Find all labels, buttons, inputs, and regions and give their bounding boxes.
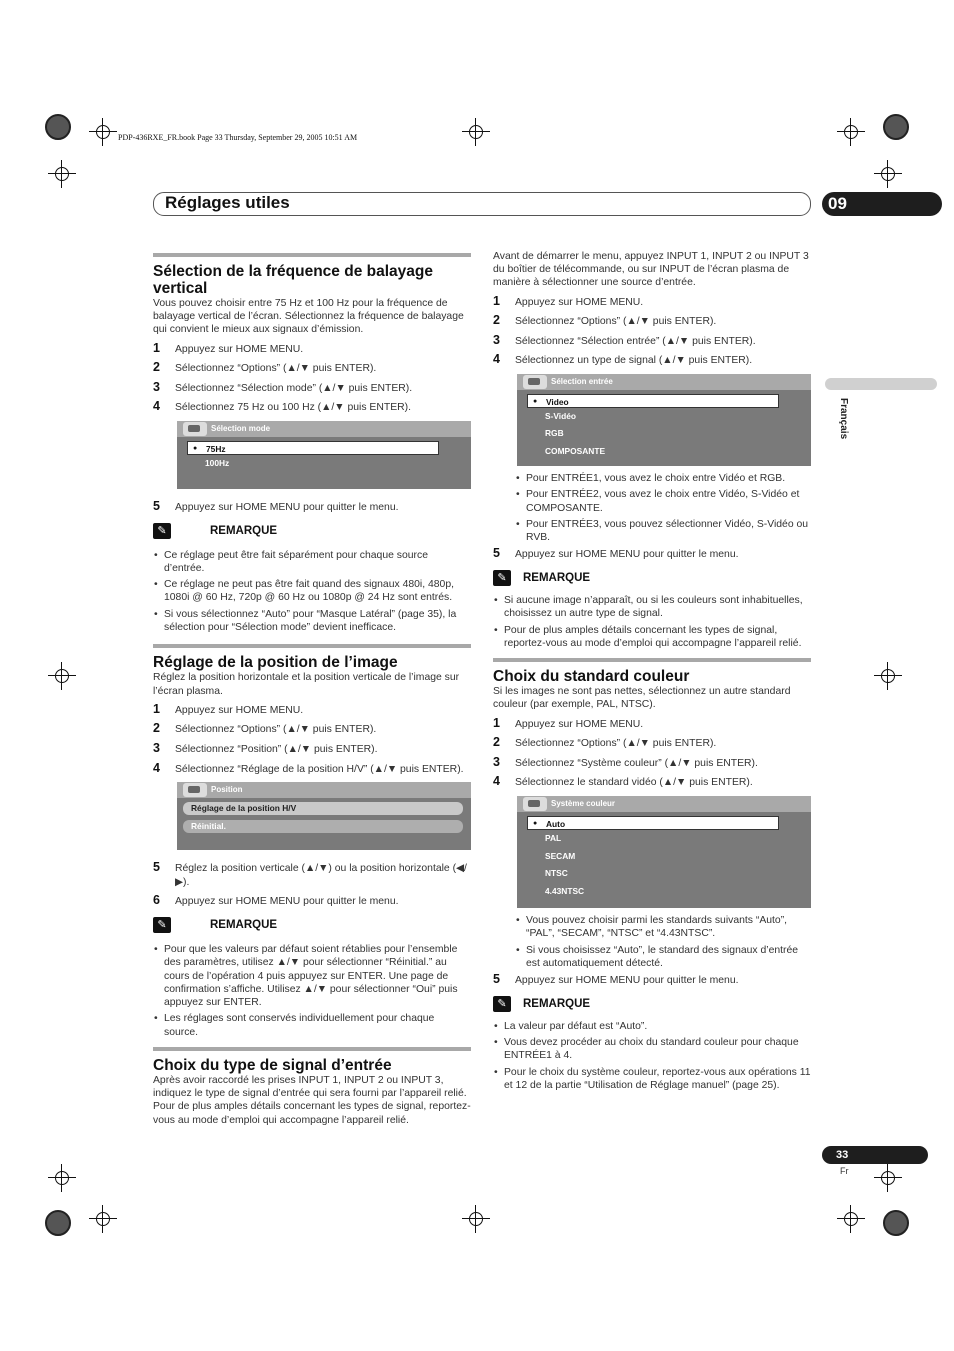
step-number: 3 bbox=[153, 740, 160, 755]
note-item: • Si aucune image n’apparaît, ou si les couleurs sont inhabituelles, choisissez un autre type de signal. bbox=[493, 594, 811, 621]
step-number: 4 bbox=[493, 774, 500, 789]
step bbox=[153, 740, 471, 757]
option-item: • Pour ENTRÉE3, vous pouvez sélectionner Vidéo, S-Vidéo ou RVB. bbox=[515, 518, 811, 545]
crosshair-icon bbox=[48, 1164, 76, 1192]
option-item: • Vous pouvez choisir parmi les standards suivants “Auto”, “PAL”, “SECAM”, “NTSC” et “4.43NTSC”. bbox=[515, 914, 811, 941]
step bbox=[153, 401, 471, 415]
osd-item: 4.43NTSC bbox=[545, 885, 585, 896]
step-number: 3 bbox=[493, 754, 500, 769]
note-list bbox=[493, 1020, 811, 1092]
step-text: Sélectionnez “Position” (▲/▼ puis ENTER). bbox=[175, 743, 378, 755]
section-intro: Vous pouvez choisir entre 75 Hz et 100 Hz pour la fréquence de balayage vertical de l’écran. Sélectionnez la fréquence de balayage qui convient le mieux aux signaux d’émission. bbox=[153, 298, 464, 336]
step-text: Sélectionnez “Options” (▲/▼ puis ENTER). bbox=[515, 738, 717, 750]
step-number: 5 bbox=[153, 498, 160, 513]
step-text: Appuyez sur HOME MENU. bbox=[515, 718, 644, 730]
step-text: Sélectionnez “Options” (▲/▼ puis ENTER). bbox=[175, 363, 377, 375]
tv-menu-icon bbox=[183, 422, 207, 436]
step bbox=[153, 862, 471, 889]
osd-item: 100Hz bbox=[205, 457, 230, 468]
step-text: Appuyez sur HOME MENU. bbox=[515, 296, 644, 308]
step-number: 1 bbox=[153, 340, 160, 355]
section-intro: Réglez la position horizontale et la position verticale de l’image sur l’écran plasma. bbox=[153, 672, 460, 697]
section-rule bbox=[493, 658, 811, 662]
step-text: Sélectionnez le standard vidéo (▲/▼ puis ENTER). bbox=[515, 777, 753, 789]
section-title: Choix du type de signal d’entrée bbox=[153, 1057, 392, 1074]
step-text: Sélectionnez “Sélection mode” (▲/▼ puis ENTER). bbox=[175, 382, 413, 394]
step-number: 1 bbox=[493, 715, 500, 730]
step bbox=[493, 974, 811, 988]
step-number: 2 bbox=[493, 313, 500, 328]
osd-item: RGB bbox=[545, 428, 564, 439]
osd-item: SECAM bbox=[545, 850, 576, 861]
step-text: Sélectionnez “Réglage de la position H/V” (▲/▼ puis ENTER). bbox=[175, 763, 464, 775]
note-item: • La valeur par défaut est “Auto”. bbox=[493, 1020, 811, 1033]
osd-item-selected: Réglage de la position H/V bbox=[183, 802, 463, 815]
tv-menu-icon bbox=[523, 375, 547, 389]
step bbox=[153, 362, 471, 376]
crosshair-icon bbox=[462, 1205, 490, 1233]
step bbox=[153, 498, 471, 515]
section-title: Choix du standard couleur bbox=[493, 668, 690, 686]
note-list bbox=[153, 549, 471, 635]
crosshair-icon bbox=[837, 1205, 865, 1233]
step-text: Sélectionnez “Sélection entrée” (▲/▼ puis ENTER). bbox=[515, 335, 756, 347]
crosshair-icon bbox=[874, 662, 902, 690]
crosshair-icon bbox=[874, 160, 902, 188]
note-item: • Vous devez procéder au choix du standard couleur pour chaque ENTRÉE1 à 4. bbox=[493, 1036, 811, 1063]
osd-item: Réinitial. bbox=[183, 820, 463, 833]
option-item: • Pour ENTRÉE1, vous avez le choix entre Vidéo et RGB. bbox=[515, 472, 811, 485]
note-header bbox=[493, 570, 811, 590]
note-pencil-icon: ✎ bbox=[493, 570, 511, 586]
step-number: 4 bbox=[153, 399, 160, 414]
osd-title: Système couleur bbox=[517, 796, 811, 812]
note-item: • Si vous sélectionnez “Auto” pour “Masque Latéral” (page 35), la sélection pour “Sélection mode” devient inefficace. bbox=[153, 608, 471, 635]
note-item: • Pour de plus amples détails concernant les types de signal, reportez-vous au mode d’emploi qui accompagne l’appareil relié. bbox=[493, 624, 811, 651]
note-item: • Ce réglage peut être fait séparément pour chaque source d’entrée. bbox=[153, 549, 471, 576]
step-text: Sélectionnez 75 Hz ou 100 Hz (▲/▼ puis ENTER). bbox=[175, 402, 411, 414]
osd-title: Position bbox=[177, 782, 471, 798]
osd-item-selected: ● Video bbox=[527, 394, 779, 408]
right-column bbox=[493, 250, 811, 1095]
note-list bbox=[493, 594, 811, 650]
step-text: Sélectionnez “Options” (▲/▼ puis ENTER). bbox=[175, 724, 377, 736]
crosshair-icon bbox=[89, 1205, 117, 1233]
step bbox=[153, 340, 471, 357]
step-text: Réglez la position verticale (▲/▼) ou la position horizontale (◀/▶). bbox=[175, 863, 467, 888]
registration-target-icon bbox=[45, 1210, 71, 1236]
step bbox=[493, 293, 811, 310]
step-number: 2 bbox=[153, 721, 160, 736]
step-text: Appuyez sur HOME MENU. bbox=[175, 343, 304, 355]
step-number: 5 bbox=[493, 546, 500, 561]
note-label: REMARQUE bbox=[523, 997, 591, 1010]
note-header bbox=[493, 996, 811, 1016]
step bbox=[153, 379, 471, 396]
osd-screen bbox=[177, 782, 471, 850]
registration-target-icon bbox=[45, 114, 71, 140]
osd-title: Sélection mode bbox=[177, 421, 471, 437]
crosshair-icon bbox=[89, 118, 117, 146]
osd-screen bbox=[177, 421, 471, 489]
section-intro: Si les images ne sont pas nettes, sélectionnez un autre standard couleur (par exemple, PAL, NTSC). bbox=[493, 686, 791, 711]
step-text: Appuyez sur HOME MENU pour quitter le menu. bbox=[515, 549, 739, 561]
tv-menu-icon bbox=[523, 797, 547, 811]
step bbox=[493, 754, 811, 771]
step-text: Sélectionnez “Système couleur” (▲/▼ puis ENTER). bbox=[515, 757, 758, 769]
step bbox=[153, 723, 471, 737]
step-number: 2 bbox=[493, 735, 500, 750]
section-rule bbox=[153, 253, 471, 257]
page-number: 33 bbox=[822, 1146, 928, 1164]
side-tab-language: Français bbox=[838, 398, 849, 440]
page-lang-code: Fr bbox=[840, 1166, 849, 1176]
step-number: 1 bbox=[153, 701, 160, 716]
step-text: Appuyez sur HOME MENU pour quitter le menu. bbox=[175, 501, 399, 513]
step-number: 3 bbox=[153, 379, 160, 394]
section-intro-continued: Avant de démarrer le menu, appuyez INPUT 1, INPUT 2 ou INPUT 3 du boîtier de télécommande, ou sur INPUT de l’écran plasma de manière à sélectionner une source d’entrée. bbox=[493, 251, 809, 289]
step bbox=[493, 354, 811, 368]
note-label: REMARQUE bbox=[210, 918, 278, 931]
crosshair-icon bbox=[48, 160, 76, 188]
step-number: 4 bbox=[493, 352, 500, 367]
note-header bbox=[153, 917, 471, 937]
step-number: 5 bbox=[493, 972, 500, 987]
section-rule bbox=[153, 644, 471, 648]
section-rule bbox=[153, 1047, 471, 1051]
option-list bbox=[515, 472, 811, 544]
left-column bbox=[153, 253, 471, 1127]
step bbox=[493, 315, 811, 329]
note-item: • Pour le choix du système couleur, reportez-vous aux opérations 11 et 12 de la partie “Utilisation de Réglage manuel” (page 25). bbox=[493, 1066, 811, 1093]
note-list bbox=[153, 943, 471, 1039]
note-header bbox=[153, 523, 471, 543]
note-item: • Les réglages sont conservés individuellement pour chaque source. bbox=[153, 1012, 471, 1039]
option-list bbox=[515, 914, 811, 970]
registration-target-icon bbox=[883, 114, 909, 140]
step bbox=[153, 701, 471, 718]
note-pencil-icon: ✎ bbox=[493, 996, 511, 1012]
note-item: • Pour que les valeurs par défaut soient rétablies pour l’ensemble des paramètres, utilisez ▲/▼ pour sélectionner “Réinitial.” au cours de l’opération 4 puis appuyez sur ENTER. Une page de confirmation s’affiche. Utilisez ▲/▼ pour sélectionner “Oui” puis appuyez sur ENTER. bbox=[153, 943, 471, 1009]
section-title: Sélection de la fréquence de balayage vertical bbox=[153, 263, 433, 297]
step-text: Appuyez sur HOME MENU pour quitter le menu. bbox=[175, 896, 399, 908]
crosshair-icon bbox=[837, 118, 865, 146]
step bbox=[493, 737, 811, 751]
osd-item: COMPOSANTE bbox=[545, 445, 606, 456]
osd-item: S-Vidéo bbox=[545, 410, 577, 421]
step-number: 5 bbox=[153, 860, 160, 875]
print-header: PDP-436RXE_FR.book Page 33 Thursday, September 29, 2005 10:51 AM bbox=[118, 133, 358, 142]
step-number: 6 bbox=[153, 893, 160, 908]
step-number: 1 bbox=[493, 293, 500, 308]
osd-screen bbox=[517, 374, 811, 466]
option-item: • Si vous choisissez “Auto”, le standard des signaux d’entrée est automatiquement détecté. bbox=[515, 944, 811, 971]
step bbox=[493, 548, 811, 562]
osd-item: NTSC bbox=[545, 868, 568, 879]
step-text: Appuyez sur HOME MENU pour quitter le menu. bbox=[515, 975, 739, 987]
note-label: REMARQUE bbox=[210, 524, 278, 537]
step-number: 2 bbox=[153, 360, 160, 375]
step bbox=[493, 332, 811, 349]
osd-item-selected: ● 75Hz bbox=[187, 441, 439, 455]
note-label: REMARQUE bbox=[523, 572, 591, 585]
chapter-number: 09 bbox=[822, 192, 942, 216]
section-intro: Après avoir raccordé les prises INPUT 1, INPUT 2 ou INPUT 3, indiquez le type de signal d’entrée qui sera fourni par l’appareil relié. Pour de plus amples détails concernant les types de signal, reportez-vous au mode d’emploi qui accompagne l’appareil relié. bbox=[153, 1075, 471, 1126]
chapter-title: Réglages utiles bbox=[165, 193, 290, 212]
osd-item-selected: ● Auto bbox=[527, 816, 779, 830]
crosshair-icon bbox=[874, 1164, 902, 1192]
step-number: 3 bbox=[493, 332, 500, 347]
option-item: • Pour ENTRÉE2, vous avez le choix entre Vidéo, S-Vidéo et COMPOSANTE. bbox=[515, 488, 811, 515]
step-number: 4 bbox=[153, 760, 160, 775]
step bbox=[493, 715, 811, 732]
registration-target-icon bbox=[883, 1210, 909, 1236]
crosshair-icon bbox=[48, 662, 76, 690]
note-item: • Ce réglage ne peut pas être fait quand des signaux 480i, 480p, 1080i @ 60 Hz, 720p @ 60 Hz ou 1080p @ 24 Hz sont entrés. bbox=[153, 578, 471, 605]
step bbox=[153, 760, 471, 777]
osd-screen bbox=[517, 796, 811, 908]
section-title: Réglage de la position de l’image bbox=[153, 654, 398, 672]
step-text: Sélectionnez un type de signal (▲/▼ puis ENTER). bbox=[515, 355, 753, 367]
side-tab bbox=[825, 378, 937, 390]
note-pencil-icon: ✎ bbox=[153, 523, 171, 539]
osd-title: Sélection entrée bbox=[517, 374, 811, 390]
tv-menu-icon bbox=[183, 783, 207, 797]
step bbox=[493, 776, 811, 790]
step bbox=[153, 895, 471, 909]
osd-item: PAL bbox=[545, 833, 562, 844]
crosshair-icon bbox=[462, 118, 490, 146]
note-pencil-icon: ✎ bbox=[153, 917, 171, 933]
step-text: Appuyez sur HOME MENU. bbox=[175, 704, 304, 716]
step-text: Sélectionnez “Options” (▲/▼ puis ENTER). bbox=[515, 316, 717, 328]
